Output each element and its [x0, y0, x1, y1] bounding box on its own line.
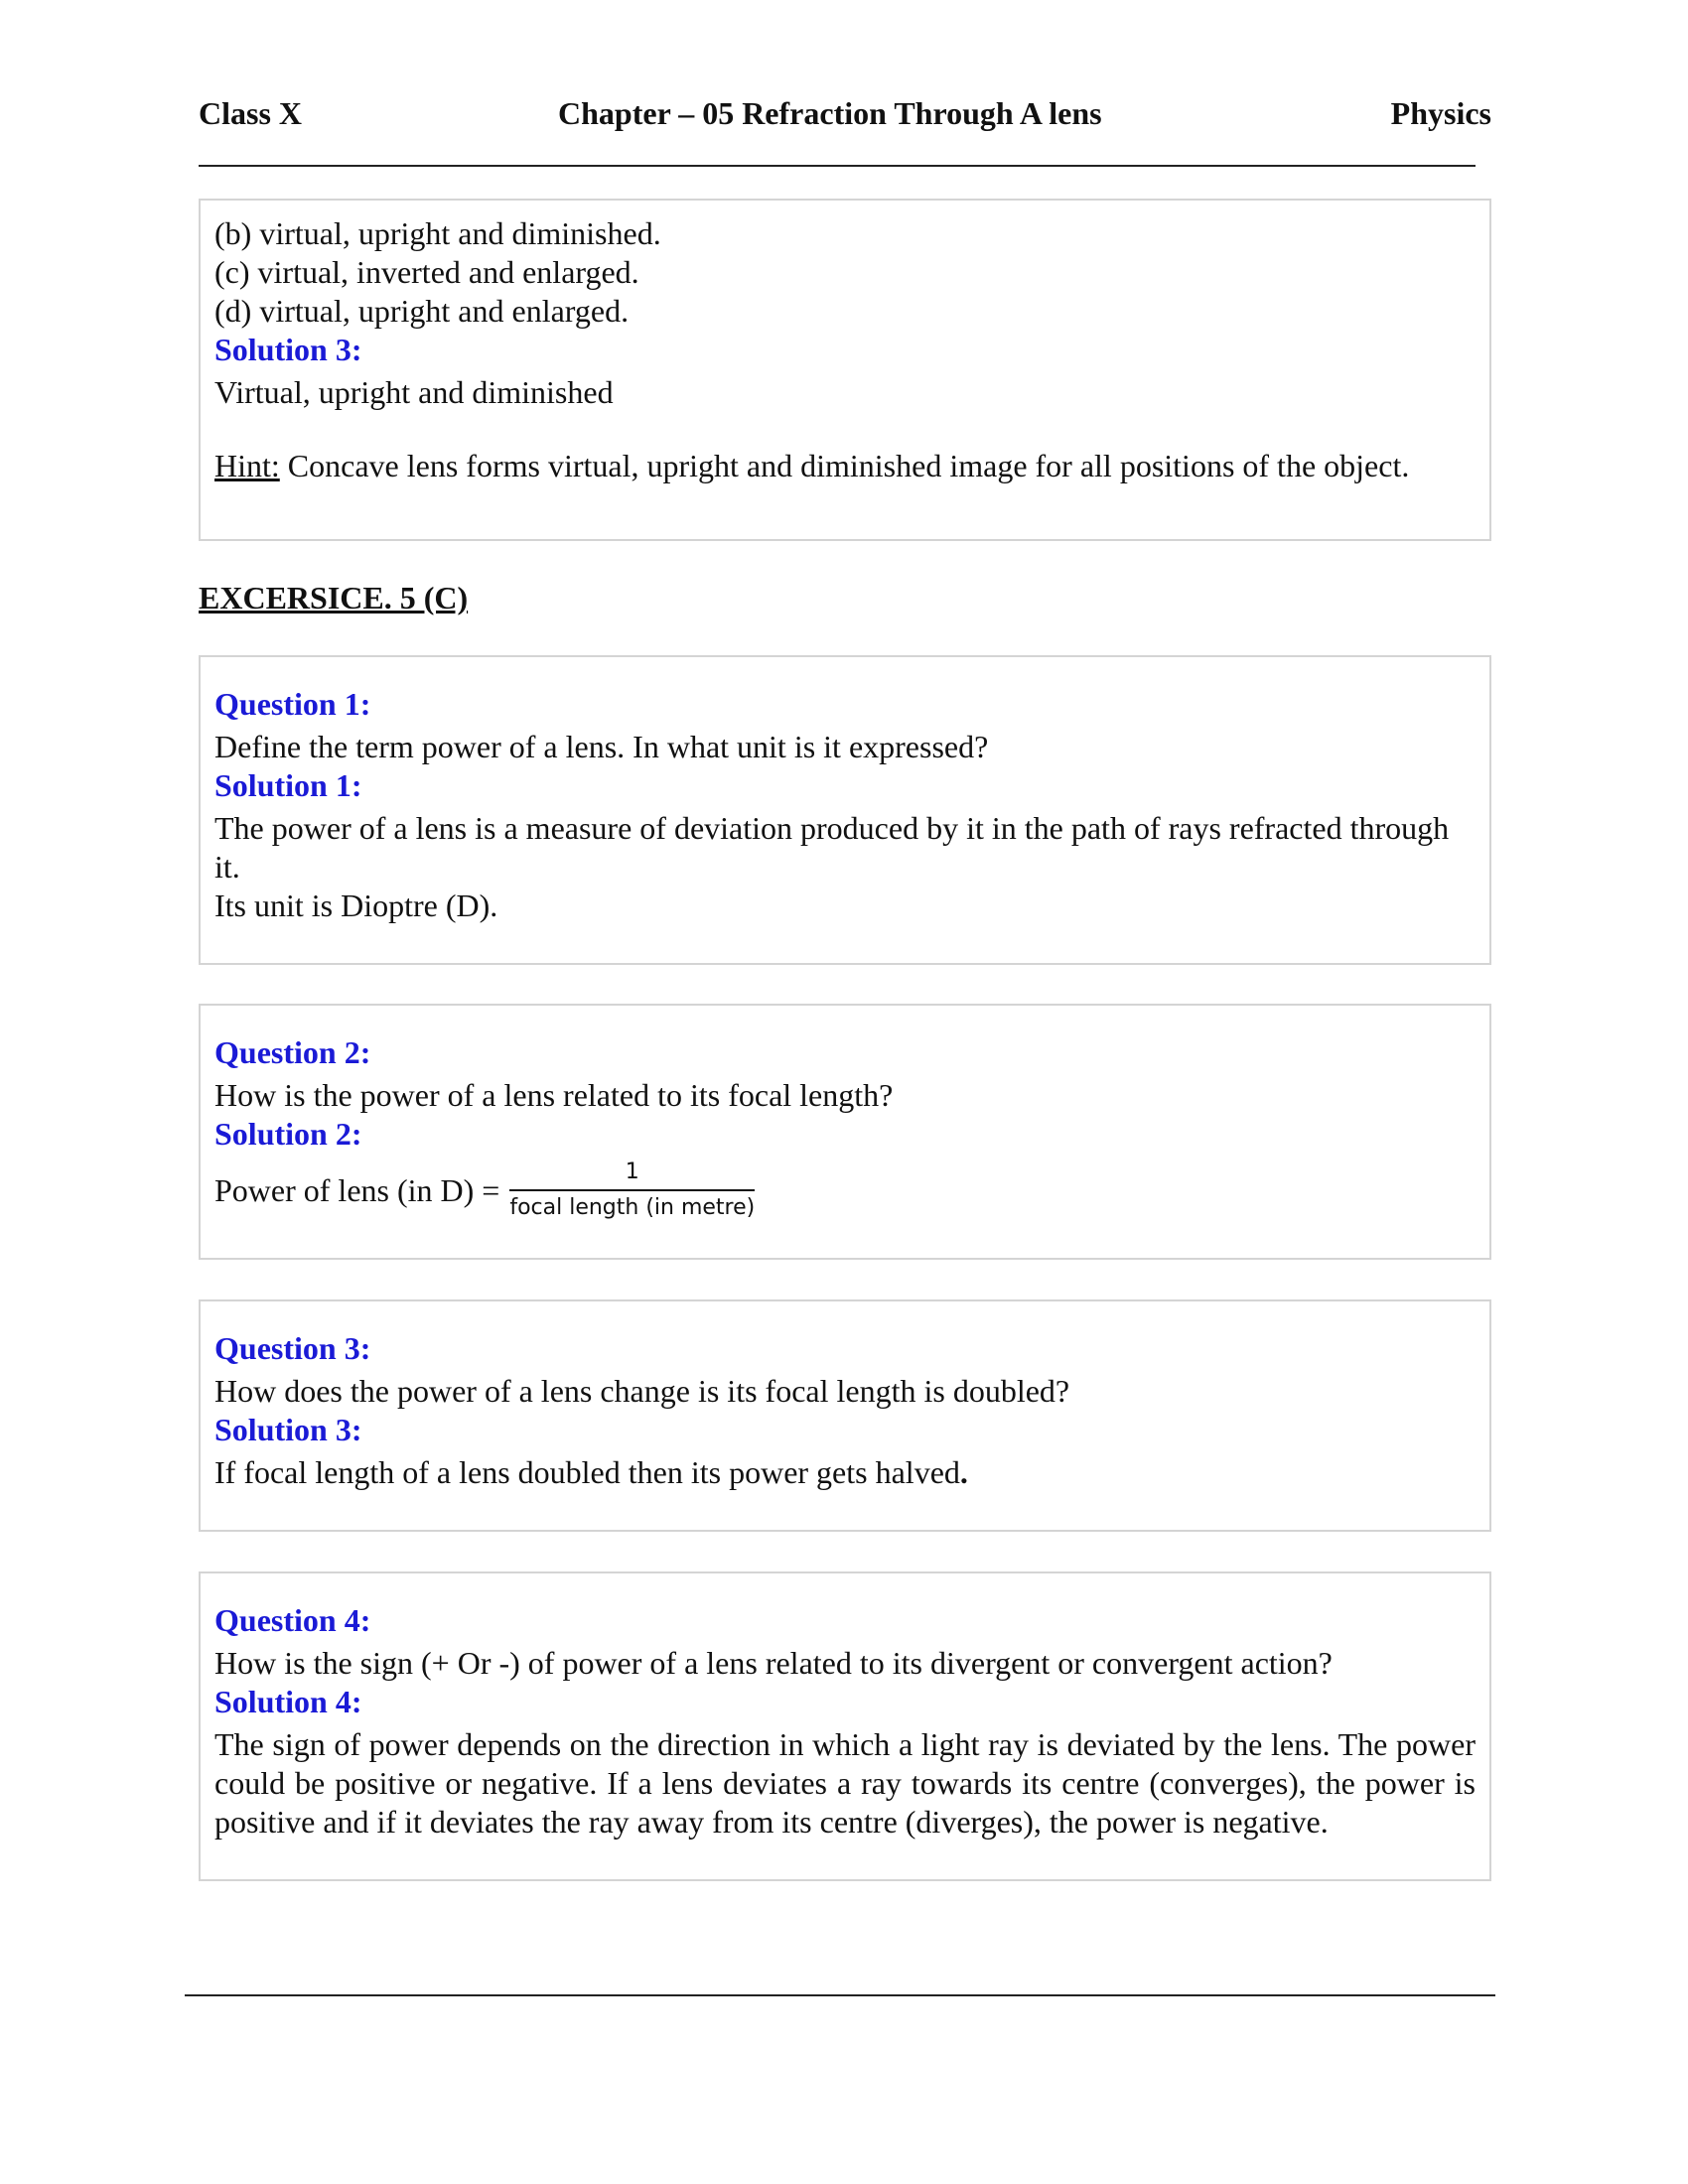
question-2-label: Question 2: — [214, 1034, 371, 1070]
hint — [214, 447, 1476, 485]
solution-4-text: The sign of power depends on the direction in which a light ray is deviated by the lens. The power could be positive or negative. If a lens deviates a ray towards its centre (converges), the power is positive and if it deviates the ray away from its centre (diverges), the power is negative. — [214, 1726, 1476, 1840]
question-1-box — [199, 655, 1491, 965]
class-label: Class X — [199, 95, 303, 131]
chapter-title: Chapter – 05 Refraction Through A lens — [558, 95, 1102, 131]
solution-2-label: Solution 2: — [214, 1116, 362, 1152]
question-4-label: Question 4: — [214, 1602, 371, 1638]
question-4-text: How is the sign (+ Or -) of power of a lens related to its divergent or convergent action? — [214, 1645, 1333, 1681]
formula-fraction — [509, 1160, 755, 1221]
option-c: (c) virtual, inverted and enlarged. — [214, 254, 639, 290]
question-3-text: How does the power of a lens change is its focal length is doubled? — [214, 1373, 1070, 1409]
solution-3-end: . — [959, 1454, 968, 1490]
question-1-label: Question 1: — [214, 686, 371, 722]
question-2-text: How is the power of a lens related to its focal length? — [214, 1077, 894, 1113]
previous-question-box — [199, 199, 1491, 541]
solution-1-text: The power of a lens is a measure of deviation produced by it in the path of rays refracted through it. — [214, 810, 1450, 885]
header-divider — [199, 165, 1476, 167]
solution-1-label: Solution 1: — [214, 767, 362, 803]
question-4-box — [199, 1571, 1491, 1881]
question-3-box — [199, 1299, 1491, 1532]
solution-text: Virtual, upright and diminished — [214, 374, 614, 410]
question-1-text: Define the term power of a lens. In what unit is it expressed? — [214, 729, 989, 764]
solution-3-label: Solution 3: — [214, 1412, 362, 1447]
solution-1-unit: Its unit is Dioptre (D). — [214, 887, 498, 923]
solution-3-body: If focal length of a lens doubled then its power gets halved — [214, 1454, 960, 1490]
solution-4-label: Solution 4: — [214, 1684, 362, 1719]
question-3-label: Question 3: — [214, 1330, 371, 1366]
formula-numerator: 1 — [509, 1160, 755, 1191]
formula-denominator: focal length (in metre) — [509, 1195, 756, 1220]
question-2-box — [199, 1004, 1491, 1260]
option-d: (d) virtual, upright and enlarged. — [214, 293, 630, 329]
hint-label: Hint: — [214, 448, 280, 483]
power-formula — [214, 1160, 1476, 1221]
page-header — [199, 95, 1491, 143]
section-title: EXCERSICE. 5 (C) — [199, 580, 469, 615]
formula-lhs: Power of lens (in D) = — [214, 1171, 500, 1208]
solution-label: Solution 3: — [214, 332, 362, 367]
footer-divider — [185, 1994, 1495, 1996]
solution-3-text — [214, 1453, 1476, 1492]
subject-label: Physics — [1390, 95, 1491, 131]
hint-text: Concave lens forms virtual, upright and diminished image for all positions of the object. — [279, 448, 1410, 483]
option-b: (b) virtual, upright and diminished. — [214, 215, 661, 251]
